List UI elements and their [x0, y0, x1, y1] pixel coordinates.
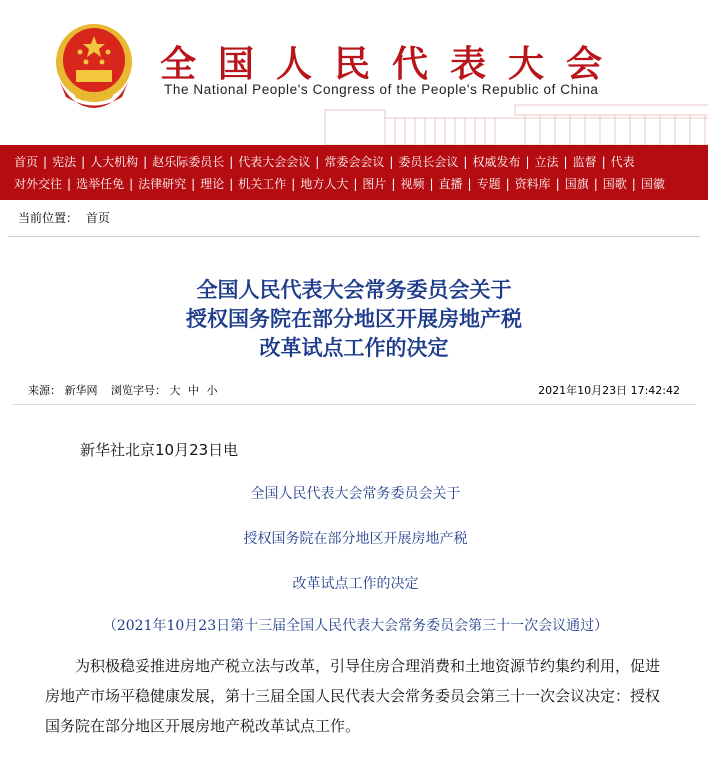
nav-separator: |	[593, 177, 598, 191]
article-title	[0, 275, 708, 362]
sub-title: 改革试点工作的决定	[292, 576, 419, 592]
breadcrumb	[8, 200, 700, 237]
nav-separator: |	[505, 177, 510, 191]
main-nav	[0, 145, 708, 200]
sub-title: 全国人民代表大会常务委员会关于	[250, 486, 461, 502]
nav-link[interactable]: 代表	[610, 155, 635, 169]
nav-separator: |	[525, 155, 530, 169]
font-size-small-button[interactable]: 小	[206, 384, 218, 397]
nav-link[interactable]: 权威发布	[472, 155, 521, 169]
site-title-cn: 全国人民代表大会	[160, 43, 625, 85]
nav-link[interactable]: 委员长会议	[398, 155, 459, 169]
nav-separator: |	[191, 177, 196, 191]
nav-link[interactable]: 人大机构	[90, 155, 139, 169]
nav-separator: |	[391, 177, 396, 191]
nav-separator: |	[353, 177, 358, 191]
nav-separator: |	[555, 177, 560, 191]
nav-separator: |	[229, 177, 234, 191]
nav-link[interactable]: 理论	[200, 177, 225, 191]
article-paragraph: 为积极稳妥推进房地产税立法与改革，引导住房合理消费和土地资源节约集约利用，促进房地产市场平稳健康发展，第十三届全国人民代表大会常务委员会第三十一次会议决定：授权国务院在部分地区开展房地产税改革试点工作。	[45, 657, 661, 735]
title-line: 改革试点工作的决定	[259, 335, 449, 360]
nav-separator: |	[563, 155, 568, 169]
nav-link[interactable]: 法律研究	[138, 177, 187, 191]
breadcrumb-label: 当前位置：	[18, 211, 79, 225]
nav-link[interactable]: 代表大会会议	[238, 155, 311, 169]
nav-link[interactable]: 选举任免	[76, 177, 125, 191]
source-value: 新华网	[64, 384, 98, 397]
font-size-large-button[interactable]: 大	[169, 384, 181, 397]
nav-link[interactable]: 地方人大	[300, 177, 349, 191]
nav-separator: |	[467, 177, 472, 191]
nav-link[interactable]: 资料库	[514, 177, 551, 191]
nav-link[interactable]: 赵乐际委员长	[152, 155, 225, 169]
font-size-label: 浏览字号：	[111, 384, 166, 397]
article-meta	[12, 378, 696, 405]
sub-title: 授权国务院在部分地区开展房地产税	[243, 531, 468, 547]
nav-separator: |	[291, 177, 296, 191]
nav-separator: |	[631, 177, 636, 191]
nav-link[interactable]: 国歌	[602, 177, 627, 191]
adoption-note: （2021年10月23日第十三届全国人民代表大会常务委员会第三十一次会议通过）	[102, 618, 609, 634]
source-label: 来源：	[28, 384, 61, 397]
nav-separator: |	[315, 155, 320, 169]
nav-separator: |	[143, 155, 148, 169]
nav-link[interactable]: 国徽	[640, 177, 665, 191]
national-emblem-icon	[52, 22, 136, 112]
nav-link[interactable]: 监督	[572, 155, 597, 169]
title-line: 授权国务院在部分地区开展房地产税	[186, 306, 522, 331]
nav-link[interactable]: 国旗	[564, 177, 589, 191]
nav-row	[14, 151, 708, 173]
nav-row	[14, 173, 708, 195]
nav-separator: |	[129, 177, 134, 191]
dateline: 新华社北京10月23日电	[80, 441, 239, 459]
breadcrumb-home-link[interactable]: 首页	[85, 211, 110, 225]
nav-separator: |	[601, 155, 606, 169]
nav-separator: |	[389, 155, 394, 169]
font-size-medium-button[interactable]: 中	[188, 384, 199, 397]
nav-separator: |	[43, 155, 48, 169]
nav-link[interactable]: 图片	[362, 177, 387, 191]
nav-link[interactable]: 宪法	[52, 155, 77, 169]
nav-link[interactable]: 常委会会议	[324, 155, 385, 169]
nav-separator: |	[67, 177, 72, 191]
title-line: 全国人民代表大会常务委员会关于	[196, 277, 512, 302]
nav-link[interactable]: 专题	[476, 177, 501, 191]
nav-link[interactable]: 对外交往	[14, 177, 63, 191]
great-hall-illustration	[315, 100, 708, 145]
site-title-en: The National People's Congress of the People's Republic of China	[164, 82, 599, 97]
nav-separator: |	[463, 155, 468, 169]
article-body	[0, 435, 708, 741]
nav-link[interactable]: 首页	[14, 155, 39, 169]
nav-separator: |	[229, 155, 234, 169]
nav-link[interactable]: 立法	[534, 155, 559, 169]
nav-separator: |	[81, 155, 86, 169]
nav-link[interactable]: 直播	[438, 177, 463, 191]
publish-datetime: 2021年10月23日 17:42:42	[538, 384, 680, 397]
nav-separator: |	[429, 177, 434, 191]
nav-link[interactable]: 视频	[400, 177, 425, 191]
site-header	[0, 0, 708, 145]
nav-link[interactable]: 机关工作	[238, 177, 287, 191]
